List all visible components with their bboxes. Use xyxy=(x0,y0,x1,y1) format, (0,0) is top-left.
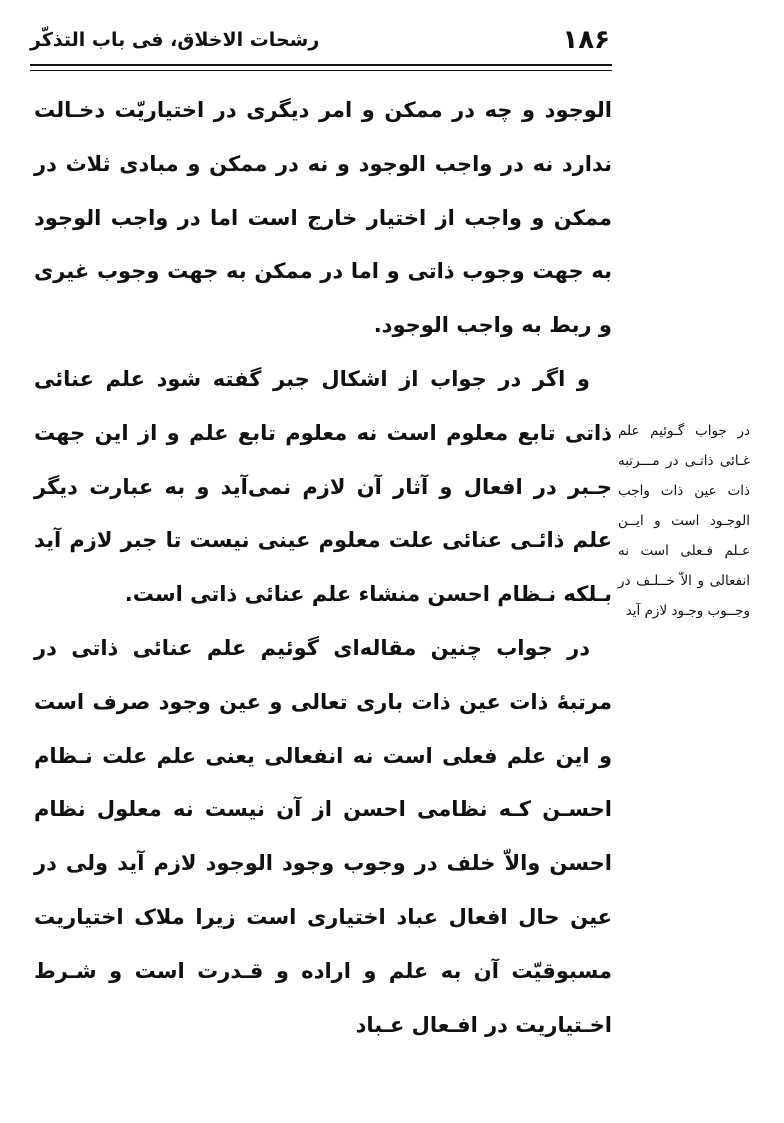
paragraph-3: در جواب چنین مقاله‌ای گوئیم علم عنائی ذاتی در مرتبهٔ ذات عین ذات باری تعالی و عین وجود صرف است و این علم فعلی است نه انفعالی یعنی علم علت نـظام احسـن کـه نظامی احسن از آن نیست نه معلول نظام احسن والاّ خلف در وجوب وجود الوجود لازم آید ولی در عین حال افعال عباد اختیاری است زیرا ملاک اختیاریت مسبوقیّت آن به علم و اراده و قـدرت است و شـرط اخـتیاریت در افـعال عـباد xyxy=(34,635,612,1037)
header-rule xyxy=(30,64,612,66)
paragraph-1: الوجود و چه در ممکن و امر دیگری در اختیاریّت دخـالت ندارد نه در واجب الوجود و نه در ممکن و مبادی ثلاث در ممکن و واجب از اختیار خارج است اما در واجب الوجود به جهت وجوب ذاتی و اما در ممکن به جهت وجوب غیری و ربط به واجب الوجود. xyxy=(34,98,612,338)
page-number: ۱۸۶ xyxy=(562,25,610,55)
running-title: رشحات الاخلاق، فی باب التذکّر xyxy=(30,29,320,51)
paragraph-2: و اگر در جواب از اشکال جبر گفته شود علم عنائی ذاتی تابع معلوم است نه معلوم تابع علم و از این جهت جـبر در افعال و آثار آن لازم نمی‌آید و به عبارت دیگر علم ذائـی عنائی علت معلوم عینی نیست تا جبر لازم آید بـلکه نـظام احسن منشاء علم عنائی ذاتی است. xyxy=(34,366,612,607)
margin-note: در جواب گـوئیم علم غـائی ذاتـی در مـــرتبه ذات عین ذات واجب الوجـود است و ایــن عـلم فـعلی است نه انفعالی و الاّ خــلـف در وجــوب وجـود لازم آید xyxy=(618,423,750,619)
page-header xyxy=(30,22,610,62)
header-rule-thin xyxy=(30,70,612,71)
main-text xyxy=(34,84,612,1052)
